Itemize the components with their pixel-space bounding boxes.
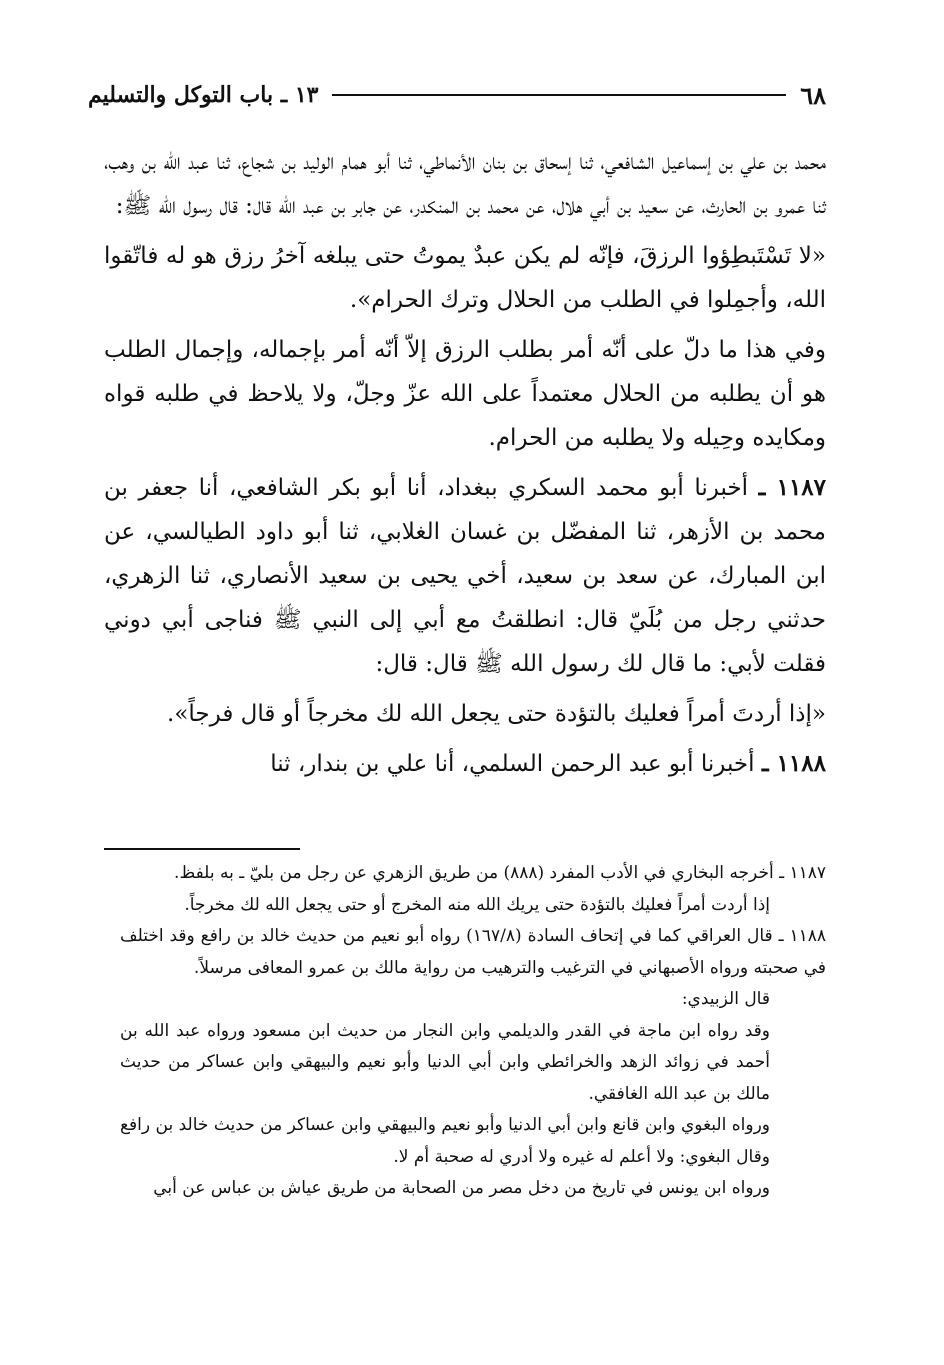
isnad-paragraph: محمد بن علي بن إسماعيل الشافعي، ثنا إسحاق بن بنان الأنماطي، ثنا أبو همام الوليد بن شجاع، ثنا عبد الله بن وهب، ثنا عمرو بن الحارث، عن سعيد بن أبي هلال، عن محمد بن المنكدر، عن جابر بن عبد الله قال: قال رسول الله ﷺ:	[104, 149, 826, 219]
footnote-1188-zabidi: قال الزبيدي:	[681, 989, 770, 1009]
footnote-rule	[104, 848, 300, 850]
footnote-1187: ١١٨٧ ـ أخرجه البخاري في الأدب المفرد (٨٨٨) من طريق الزهري عن رجل من بليّ ـ به بلفظ.	[174, 863, 826, 883]
main-text	[104, 140, 826, 792]
hadith-1188	[104, 742, 826, 786]
hadith-text: أخبرنا أبو محمد السكري ببغداد، أنا أبو بكر الشافعي، أنا جعفر بن محمد بن الأزهر، ثنا المفضّل بن غسان الغلابي، ثنا أبو داود الطيالسي، عن ابن المبارك، عن سعد بن سعيد، أخي يحيى بن سعيد الأنصاري، ثنا الزهري، حدثني رجل من بُلَيّ قال: انطلقتُ مع أبي إلى النبي ﷺ فناجى أبي دوني فقلت لأبي: ما قال لك رسول الله ﷺ قال: قال:	[104, 475, 826, 677]
hadith-quote: «إذا أردتَ أمراً فعليك بالتؤدة حتى يجعل الله لك مخرجاً أو قال فرجاً».	[167, 701, 826, 727]
footnote-1188-paragraph: ورواه البغوي وابن قانع وابن أبي الدنيا وأبو نعيم والبيهقي وابن عساكر من حديث خالد بن رافع وقال البغوي: ولا أعلم له غيره ولا أدري له صحبة أم لا.	[120, 1115, 770, 1167]
footnote-1188: ١١٨٨ ـ قال العراقي كما في إتحاف السادة (١٦٧/٨) رواه أبو نعيم من حديث خالد بن رافع وقد اختلف في صحبته ورواه الأصبهاني في الترغيب والترهيب من رواية مالك بن عمرو المعافى مرسلاً.	[120, 926, 827, 978]
footnote-1188-paragraph: وقد رواه ابن ماجة في القدر والديلمي وابن النجار من حديث ابن مسعود ورواه عبد الله بن أحمد في زوائد الزهد والخرائطي وابن أبي الدنيا وأبو نعيم والبيهقي وابن عساكر من حديث مالك بن عبد الله الغافقي.	[120, 1020, 770, 1104]
hadith-number: ١١٨٧ ـ	[758, 474, 827, 501]
chapter-title: ١٣ ـ باب التوكل والتسليم	[88, 82, 319, 108]
commentary-paragraph: وفي هذا ما دلّ على أنّه أمر بطلب الرزق إلاّ أنّه أمر بإجماله، وإجمال الطلب هو أن يطلبه من الحلال معتمداً على الله عزّ وجلّ، ولا يلاحظ في طلبه قواه ومكايده وحِيله ولا يطلبه من الحرام.	[104, 337, 826, 451]
page-header	[88, 78, 826, 112]
hadith-1187	[104, 466, 826, 686]
footnote-1187-quote: إذا أردت أمراً فعليك بالتؤدة حتى يريك الله منه المخرج أو حتى يجعل الله لك مخرجاً.	[184, 894, 770, 915]
header-rule	[332, 94, 786, 96]
hadith-number: ١١٨٨ ـ	[761, 750, 826, 777]
footnote-1188-paragraph: ورواه ابن يونس في تاريخ من دخل مصر من الصحابة من طريق عياش بن عباس عن أبي	[153, 1178, 770, 1198]
footnotes	[120, 858, 826, 1205]
hadith-text: أخبرنا أبو عبد الرحمن السلمي، أنا علي بن بندار، ثنا	[270, 751, 755, 777]
hadith-quote: «لا تَسْتَبطِؤوا الرزقَ، فإنّه لم يكن عبدٌ يموتُ حتى يبلغه آخرُ رزق هو له فاتّقوا الله، وأجمِلوا في الطلب من الحلال وترك الحرام».	[104, 243, 826, 313]
page-number: ٦٨	[800, 80, 826, 110]
